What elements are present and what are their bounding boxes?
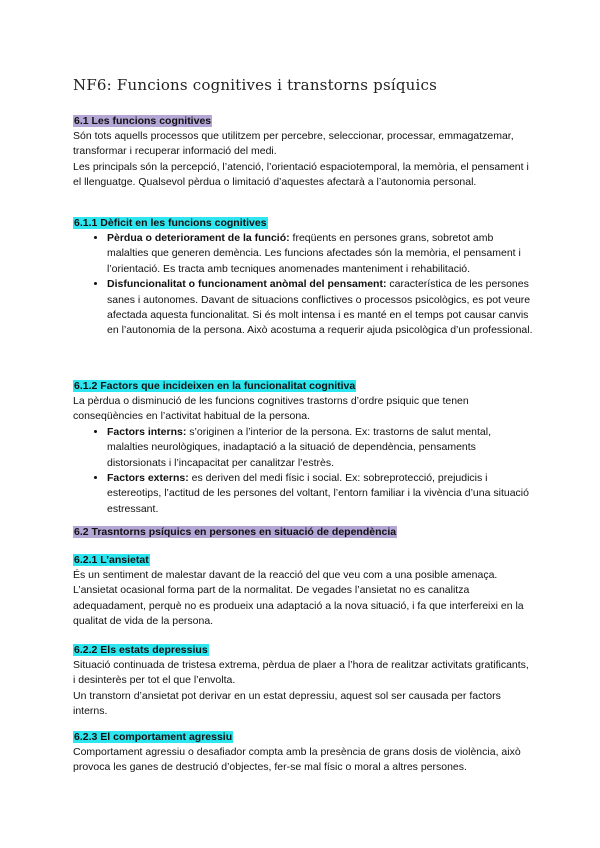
section-heading: 6.2 Trasntorns psíquics en persones en situació de dependència bbox=[74, 526, 397, 538]
section-heading: 6.1.2 Factors que incideixen en la funcionalitat cognitiva bbox=[74, 380, 356, 392]
section-heading: 6.2.2 Els estats depressius bbox=[74, 644, 208, 656]
bullet-list bbox=[73, 425, 533, 517]
paragraph: Són tots aquells processos que utilitzem per percebre, seleccionar, processar, emmagatzemar, transformar i recuperar informació del medi. bbox=[73, 130, 514, 158]
section-6-1-1 bbox=[73, 213, 533, 339]
section-heading: 6.2.1 L’ansietat bbox=[74, 554, 149, 566]
paragraph: Un transtorn d’ansietat pot derivar en un estat depressiu, aquest sol ser causada per factors interns. bbox=[73, 689, 501, 718]
section-heading: 6.2.3 El comportament agressiu bbox=[74, 731, 233, 743]
list-item-term: Factors externs: bbox=[107, 472, 189, 485]
section-6-2-3 bbox=[73, 727, 533, 776]
list-item-term: Factors interns: bbox=[107, 425, 187, 438]
paragraph: És un sentiment de malestar davant de la reacció del que veu com a una posible amenaça. L’ansietat ocasional forma part de la normalitat. De vegades l’ansietat no es canalitza adequadament, perquè no es produeix una adaptació a la nova situació, i fa que interfereixi en la qualitat de vida de la persona. bbox=[73, 569, 524, 628]
list-item bbox=[107, 425, 533, 471]
paragraph: Les principals són la percepció, l’atenció, l’orientació espaciotemporal, la memòria, el pensament i el llenguatge. Qualsevol pèrdua o limitació d’aquestes afectarà a l’autonomia personal. bbox=[73, 160, 529, 189]
list-item bbox=[107, 471, 533, 517]
section-6-2-1 bbox=[73, 550, 533, 630]
paragraph: Situació continuada de tristesa extrema, pèrdua de plaer a l’hora de realitzar activitats gratificants, i desinterès per tot el que l’envolta. bbox=[73, 659, 529, 687]
bullet-list bbox=[73, 231, 533, 339]
list-item-term: Disfuncionalitat o funcionament anòmal del pensament: bbox=[107, 278, 387, 291]
document-title: NF6: Funcions cognitives i transtorns psíquics bbox=[73, 76, 437, 94]
list-item-text: s’originen a l’interior de la persona. Ex: trastorns de salut mental, malalties neurològiques, inadaptació a la situació de dependència, pensaments distorsionats i l’incapacitat per canalitzar l’estrès. bbox=[107, 425, 492, 469]
section-6-2-2 bbox=[73, 640, 533, 720]
section-6-2 bbox=[73, 522, 533, 540]
paragraph: La pèrdua o disminució de les funcions cognitives trastorns d’ordre psiquic que tenen conseqüències en l’activitat habitual de la persona. bbox=[73, 395, 469, 423]
list-item-text: característica de les persones sanes i autonomes. Davant de situacions conflictives o processos psicològics, es pot veure afectada aquesta funcionalitat. Si és molt intensa i es manté en el temps pot causar canvis en l’autonomia de la persona. Això acostuma a requerir ajuda psicològica d’un professional. bbox=[107, 278, 533, 337]
list-item-term: Pèrdua o deteriorament de la funció: bbox=[107, 232, 290, 244]
list-item bbox=[107, 277, 533, 339]
section-6-1 bbox=[73, 111, 533, 191]
paragraph: Comportament agressiu o desafiador compta amb la presència de grans dosis de violència, això provoca les ganes de destrució d’objectes, fer-se mal físic o moral a altres persones. bbox=[73, 746, 521, 774]
section-heading: 6.1.1 Dèficit en les funcions cognitives bbox=[74, 217, 267, 229]
list-item-text: es deriven del medi físic i social. Ex: sobreprotecció, prejudicis i estereotips, l’actitud de les persones del voltant, l’entorn familiar i la vivència d’una situació estressant. bbox=[107, 472, 529, 515]
list-item bbox=[107, 231, 533, 277]
list-item-text: freqüents en persones grans, sobretot amb malalties que generen demència. Les funcions afectades són la memòria, el pensament i l’orientació. Es tracta amb tecniques anomenades manteniment i rehabilitació. bbox=[107, 232, 521, 275]
section-heading: 6.1 Les funcions cognitives bbox=[74, 115, 212, 127]
section-6-1-2 bbox=[73, 376, 533, 517]
